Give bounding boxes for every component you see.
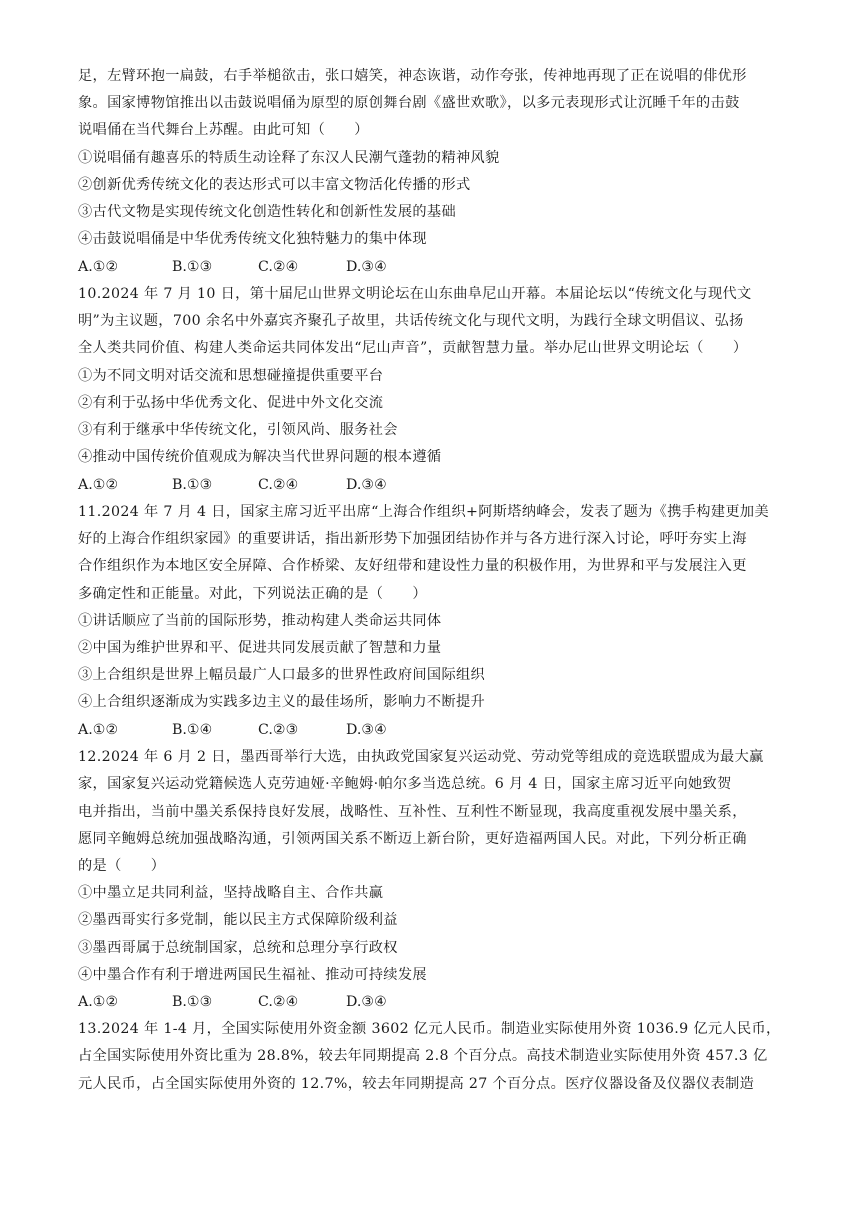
q10-choice-d: D.③④: [346, 477, 387, 493]
q9-stem-line-1: 足，左臂环抱一扁鼓，右手举槌欲击，张口嬉笑，神态诙谐，动作夸张，传神地再现了正在说唱的俳优形: [78, 68, 747, 84]
q12-answer-choices: [78, 992, 788, 1012]
q11-stem-line-2: 好的上海合作组织家园》的重要讲话，指出新形势下加强团结协作并与各方进行深入讨论，呼吁夯实上海: [78, 531, 747, 547]
q9-stem-line-2: 象。国家博物馆推出以击鼓说唱俑为原型的原创舞台剧《盛世欢歌》，以多元表现形式让沉睡千年的击鼓: [78, 95, 740, 111]
q11-option-2: ②中国为维护世界和平、促进共同发展贡献了智慧和力量: [78, 640, 442, 656]
q9-choice-c: C.②④: [258, 259, 299, 275]
q11-option-3: ③上合组织是世界上幅员最广人口最多的世界性政府间国际组织: [78, 667, 486, 683]
q10-option-4: ④推动中国传统价值观成为解决当代世界问题的根本遵循: [78, 449, 442, 465]
q12-option-3: ③墨西哥属于总统制国家，总统和总理分享行政权: [78, 940, 398, 956]
q9-option-2: ②创新优秀传统文化的表达形式可以丰富文物活化传播的形式: [78, 177, 471, 193]
q9-option-1: ①说唱俑有趣喜乐的特质生动诠释了东汉人民潮气蓬勃的精神风貌: [78, 150, 500, 166]
q13-stem-line-1: 13.2024 年 1-4 月，全国实际使用外资金额 3602 亿元人民币。制造业实际使用外资 1036.9 亿元人民币，: [78, 1021, 781, 1037]
q12-stem-line-3: 电并指出，当前中墨关系保持良好发展，战略性、互补性、互利性不断显现，我高度重视发展中墨关系，: [78, 804, 747, 820]
q11-stem-line-3: 合作组织作为本地区安全屏障、合作桥梁、友好纽带和建设性力量的积极作用，为世界和平与发展注入更: [78, 558, 747, 574]
q9-option-3: ③古代文物是实现传统文化创造性转化和创新性发展的基础: [78, 204, 456, 220]
q12-option-4: ④中墨合作有利于增进两国民生福祉、推动可持续发展: [78, 967, 427, 983]
q9-choice-d: D.③④: [346, 259, 387, 275]
q11-option-1: ①讲话顺应了当前的国际形势，推动构建人类命运共同体: [78, 613, 442, 629]
q11-answer-choices: [78, 720, 788, 740]
q12-stem-line-5: 的是（ ）: [78, 858, 166, 874]
q12-choice-b: B.①③: [172, 994, 213, 1010]
q11-choice-a: A.①②: [78, 722, 119, 738]
q12-choice-c: C.②④: [258, 994, 299, 1010]
q10-answer-choices: [78, 475, 788, 495]
q12-option-1: ①中墨立足共同利益，坚持战略自主、合作共赢: [78, 885, 384, 901]
q10-stem-line-2: 明”为主议题，700 余名中外嘉宾齐聚孔子故里，共话传统文化与现代文明，为践行全球文明倡议、弘扬: [78, 313, 744, 329]
q10-option-2: ②有利于弘扬中华优秀文化、促进中外文化交流: [78, 395, 384, 411]
q11-stem-line-4: 多确定性和正能量。对此，下列说法正确的是（ ）: [78, 586, 427, 602]
q11-choice-b: B.①④: [172, 722, 213, 738]
q10-choice-c: C.②④: [258, 477, 299, 493]
q13-stem-line-2: 占全国实际使用外资比重为 28.8%，较去年同期提高 2.8 个百分点。高技术制造业实际使用外资 457.3 亿: [78, 1048, 768, 1064]
q10-stem-line-3: 全人类共同价值、构建人类命运共同体发出“尼山声音”，贡献智慧力量。举办尼山世界文明论坛（ ）: [78, 340, 748, 356]
q11-option-4: ④上合组织逐渐成为实践多边主义的最佳场所，影响力不断提升: [78, 694, 486, 710]
q12-choice-d: D.③④: [346, 994, 387, 1010]
q9-answer-choices: [78, 257, 788, 277]
q12-stem-line-2: 家，国家复兴运动党籍候选人克劳迪娅·辛鲍姆·帕尔多当选总统。6 月 4 日，国家主席习近平向她致贺: [78, 776, 732, 792]
q11-choice-d: D.③④: [346, 722, 387, 738]
q9-option-4: ④击鼓说唱俑是中华优秀传统文化独特魅力的集中体现: [78, 231, 427, 247]
q9-choice-a: A.①②: [78, 259, 119, 275]
q10-choice-a: A.①②: [78, 477, 119, 493]
q12-stem-line-4: 愿同辛鲍姆总统加强战略沟通，引领两国关系不断迈上新台阶，更好造福两国人民。对此，下列分析正确: [78, 831, 747, 847]
q12-option-2: ②墨西哥实行多党制，能以民主方式保障阶级利益: [78, 912, 398, 928]
q11-choice-c: C.②③: [258, 722, 299, 738]
q10-choice-b: B.①③: [172, 477, 213, 493]
q13-stem-line-3: 元人民币，占全国实际使用外资的 12.7%，较去年同期提高 27 个百分点。医疗仪器设备及仪器仪表制造: [78, 1076, 755, 1092]
q10-option-1: ①为不同文明对话交流和思想碰撞提供重要平台: [78, 368, 384, 384]
q10-option-3: ③有利于继承中华传统文化，引领风尚、服务社会: [78, 422, 398, 438]
q11-stem-line-1: 11.2024 年 7 月 4 日，国家主席习近平出席“上海合作组织+阿斯塔纳峰会，发表了题为《携手构建更加美: [78, 504, 769, 520]
q9-stem-line-3: 说唱俑在当代舞台上苏醒。由此可知（ ）: [78, 122, 369, 138]
q10-stem-line-1: 10.2024 年 7 月 10 日，第十届尼山世界文明论坛在山东曲阜尼山开幕。本届论坛以“传统文化与现代文: [78, 286, 752, 302]
q9-choice-b: B.①③: [172, 259, 213, 275]
q12-stem-line-1: 12.2024 年 6 月 2 日，墨西哥举行大选，由执政党国家复兴运动党、劳动党等组成的竞选联盟成为最大赢: [78, 749, 764, 765]
q12-choice-a: A.①②: [78, 994, 119, 1010]
